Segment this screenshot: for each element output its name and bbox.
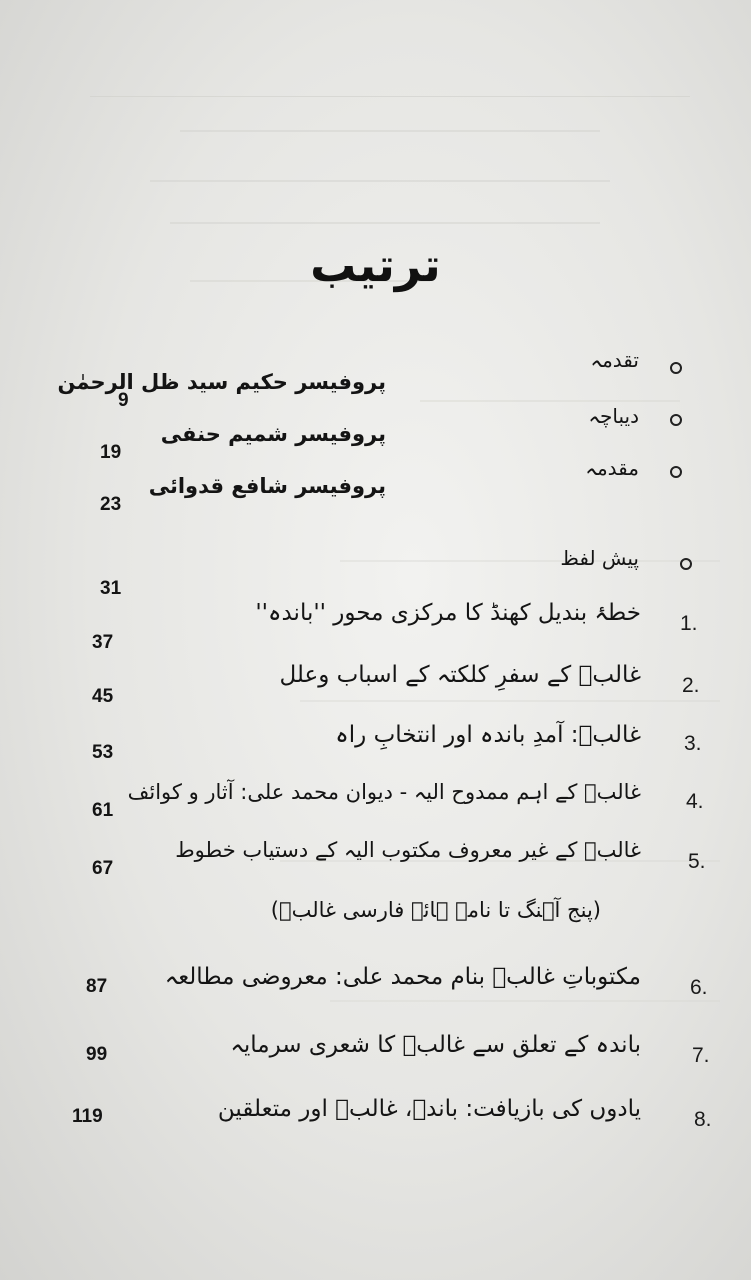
- front-item-author: پروفیسر شافع قدوائی: [148, 474, 386, 498]
- chapter-title: خطۂ بندیل کھنڈ کا مرکزی محور ''باندہ'': [255, 600, 641, 626]
- chapter-subtitle: (پنج آہنگ تا نامہ ہائے فارسی غالبؔ): [270, 898, 601, 922]
- chapter-title: غالبؔ کے اہم ممدوح الیہ - دیوان محمد علی: آثار و کوائف: [127, 780, 641, 804]
- chapter-number: 6.: [690, 976, 708, 999]
- circle-bullet-icon: [670, 466, 682, 478]
- chapter-number: 2.: [682, 674, 700, 697]
- page-title: ترتیب: [310, 238, 441, 292]
- chapter-title: یادوں کی بازیافت: باندہ، غالبؔ اور متعلقین: [217, 1096, 641, 1122]
- page-number: 37: [92, 632, 114, 653]
- front-item-label: مقدمہ: [585, 456, 639, 480]
- page-number: 31: [100, 578, 122, 599]
- front-item-label: تقدمہ: [590, 348, 639, 372]
- page-number: 119: [72, 1106, 103, 1127]
- page-number: 61: [92, 800, 114, 821]
- chapter-number: 5.: [688, 850, 706, 873]
- page-number: 23: [100, 494, 122, 515]
- chapter-number: 7.: [692, 1044, 710, 1067]
- chapter-number: 3.: [684, 732, 702, 755]
- circle-bullet-icon: [670, 414, 682, 426]
- front-item-label: دیباچہ: [588, 404, 639, 428]
- page-number: 9: [118, 390, 129, 411]
- chapter-title: غالبؔ کے غیر معروف مکتوب الیہ کے دستیاب خطوط: [175, 838, 641, 862]
- chapter-title: غالبؔ: آمدِ باندہ اور انتخابِ راہ: [335, 722, 641, 748]
- chapter-number: 4.: [686, 790, 704, 813]
- front-item-label: پیش لفظ: [560, 546, 639, 570]
- front-item-author: پروفیسر شمیم حنفی: [160, 422, 386, 446]
- chapter-title: باندہ کے تعلق سے غالبؔ کا شعری سرمایہ: [230, 1032, 641, 1058]
- page-number: 53: [92, 742, 114, 763]
- page-number: 67: [92, 858, 114, 879]
- page-number: 19: [100, 442, 122, 463]
- chapter-title: مکتوباتِ غالبؔ بنام محمد علی: معروضی مطالعہ: [164, 964, 641, 990]
- front-item-author: پروفیسر حکیم سید ظل الرحمٰن: [57, 370, 386, 394]
- circle-bullet-icon: [670, 362, 682, 374]
- chapter-number: 1.: [680, 612, 698, 635]
- chapter-number: 8.: [694, 1108, 712, 1131]
- chapter-title: غالبؔ کے سفرِ کلکتہ کے اسباب وعلل: [279, 662, 641, 688]
- page-number: 99: [86, 1044, 108, 1065]
- page-number: 87: [86, 976, 108, 997]
- page-number: 45: [92, 686, 114, 707]
- circle-bullet-icon: [680, 558, 692, 570]
